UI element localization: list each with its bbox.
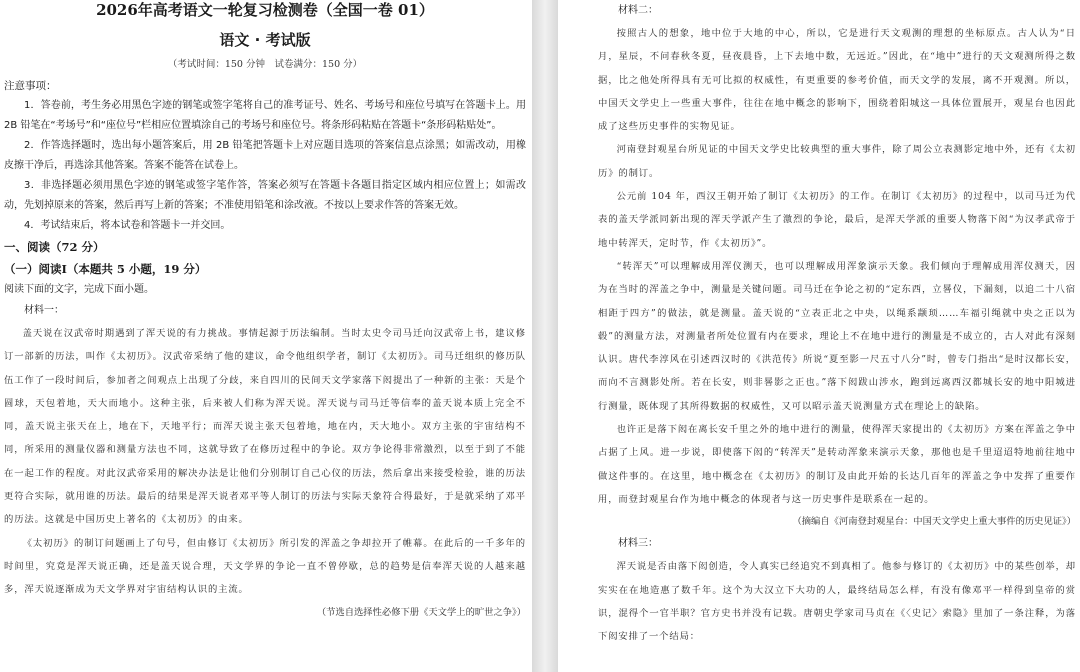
material-paragraph: 按照古人的想象，地中位于大地的中心，所以，它是进行天文观测的理想的坐标原点。古人认为“日月，星辰，不问春秋冬夏，昼夜晨昏，上下去地中数，无远近。”因此，在“地中”进行的天文观测所得之数据，比之他处所得具有无可比拟的权威性，有更重要的参考价值，而天文学的发展，离不开观测。所以，中国天文学史上一些重大事件，往往在地中概念的影响下，围绕着阳城这一具体位置展开，观星台也因此成了这些历史事件的实物见证。 (598, 28, 1076, 133)
material-paragraph: 盖天说在汉武帝时期遇到了浑天说的有力挑战。事情起源于历法编制。当时太史令司马迁向汉武帝上书，建议修订一部新的历法，叫作《太初历》。汉武帝采纳了他的建议，命令他组织学者，制订《太初历》。司马迁组织的修历队伍工作了一段时间后，参加者之间观点上出现了分歧，来自四川的民间天文学家落下闳提出了一种新的主张：天是个圆球，天包着地，天大而地小。这种主张，后来被人们称为浑天说。浑天说与司马迁等信奉的盖天说本质上完全不同，盖天说主张天在上，地在下，天地平行；而浑天说主张天包着地，地在内，天大地小。双方主张的宇宙结构不同，所采用的测量仪器和测量方法也不同，这就导致了在修历过程中的争论。双方争论得非常激烈，以至于到了不能在一起工作的程度。对此汉武帝采用的解决办法是让他们分别制订自己心仪的历法，然后拿出来接受检验，谁的历法更符合实际，就用谁的历法。最后的结果是浑天说者邓平等人制订的历法与实际天象符合得最好，于是就采纳了邓平的历法。这就是中国历史上著名的《太初历》的由来。 (4, 328, 526, 526)
notice-item: 2．作答选择题时，选出每小题答案后，用 2B 铅笔把答题卡上对应题目选项的答案信息点涂黑；如需改动，用橡皮擦干净后，再选涂其他答案。答案不能答在试卷上。 (4, 140, 526, 171)
subsection-heading: （一）阅读Ⅰ（本题共 5 小题，19 分） (4, 262, 207, 276)
reading-instruction: 阅读下面的文字，完成下面小题。 (4, 284, 154, 295)
notice-item: 1．答卷前，考生务必用黑色字迹的钢笔或签字笔将自己的准考证号、姓名、考场号和座位号填写在答题卡上。用 2B 铅笔在“考场号”和“座位号”栏相应位置填涂自己的考场号和座位号。将条形码粘贴在答题卡“条形码粘贴处”。 (4, 100, 526, 131)
document-title: 2026年高考语文一轮复习检测卷（全国一卷 01） (96, 1, 434, 19)
material-label: 材料二： (618, 5, 658, 16)
notice-item: 3．非选择题必须用黑色字迹的钢笔或签字笔作答，答案必须写在答题卡各题目指定区域内相应位置上；如需改动，先划掉原来的答案，然后再写上新的答案；不准使用铅笔和涂改液。不按以上要求作答的答案无效。 (4, 180, 526, 211)
material-paragraph: 《太初历》的制订问题画上了句号，但由修订《太初历》所引发的浑盖之争却拉开了帷幕。在此后的一千多年的时间里，究竟是浑天说正确，还是盖天说合理，天文学界的争论一直不曾停歇，总的趋势是信奉浑天说的人越来越多，浑天说逐渐成为天文学界对宇宙结构认识的主流。 (4, 537, 526, 596)
material-label: 材料三： (618, 538, 658, 550)
material-paragraph: 河南登封观星台所见证的中国天文学史比较典型的重大事件，除了周公立表测影定地中外，还有《太初历》的制订。 (598, 144, 1076, 179)
material-source: （节选自选择性必修下册《天文学上的旷世之争》） (316, 606, 526, 618)
material-paragraph: 也许正是落下闳在离长安千里之外的地中进行的测量，使得浑天家提出的《太初历》方案在浑盖之争中占据了上风。进一步说，即使落下闳的“转浑天”是转动浑象来演示天象，那他也是千里迢迢特地前往地中做这件事的。在这里，地中概念在《太初历》的制订及由此开始的长达几百年的浑盖之争中发挥了重要作用，而登封观星台作为地中概念的体现者与这一历史事件是联系在一起的。 (598, 424, 1076, 505)
material-label: 材料一： (24, 305, 64, 316)
material-paragraph: “转浑天”可以理解成用浑仪测天，也可以理解成用浑象演示天象。我们倾向于理解成用浑仪测天，因为在当时的浑盖之争中，测量是关键问题。司马迁在争论之初的“定东西，立晷仪，下漏刻，以追二十八宿相距于四方”的做法，就是测量。盖天说的“立表正北之中央，以绳系颛顼……车福引绳就中央之正以为毂”的测量方法，对测量者所处位置有内在要求，理论上不在地中进行的测量是不成立的，古人对此有深刻认识。唐代李淳风在引述西汉时的《洪范传》所说“夏至影一尺五寸八分”时，曾专门指出“是时汉都长安，而向不言测影处所。若在长安，则非晷影之正也。”落下闳跋山涉水，跑到远离西汉都城长安的地中阳城进行测量，既体现了其所得数据的权威性，又可以昭示盖天说测量方式在理论上的缺陷。 (598, 260, 1076, 412)
material-paragraph: 公元前 104 年，西汉王朝开始了制订《太初历》的工作。在制订《太初历》的过程中，以司马迁为代表的盖天学派同新出现的浑天学派产生了激烈的争论，最后，是浑天学派的重要人物落下闳“为汉孝武帝于地中转浑天，定时节，作《太初历》”。 (598, 191, 1076, 249)
page-gutter (532, 0, 558, 672)
page-left (0, 0, 532, 672)
material-source: （摘编自《河南登封观星台：中国天文学史上重大事件的历史见证》） (792, 516, 1076, 528)
page-right (558, 0, 1080, 672)
section-heading: 一、阅读（72 分） (4, 240, 105, 254)
document-subtitle: 语文 · 考试版 (219, 31, 311, 49)
notice-heading: 注意事项： (4, 80, 57, 92)
notice-item: 4．考试结束后，将本试卷和答题卡一并交回。 (24, 220, 231, 231)
material-paragraph: 浑天说是否由落下闳创造，令人真实已经追究不到真相了。他参与修订的《太初历》中的某些创举，却实实在在地造惠了数千年。这个为大汉立下大功的人，最终结局怎么样，有没有像邓平一样得到皇帝的赏识，混得个一官半职？官方史书并没有记载。唐朝史学家司马贞在《〈史记〉索隐》里加了一条注释，为落下闳安排了一个结局： (598, 561, 1076, 643)
exam-meta: （考试时间：150 分钟 试卷满分：150 分） (167, 59, 363, 70)
